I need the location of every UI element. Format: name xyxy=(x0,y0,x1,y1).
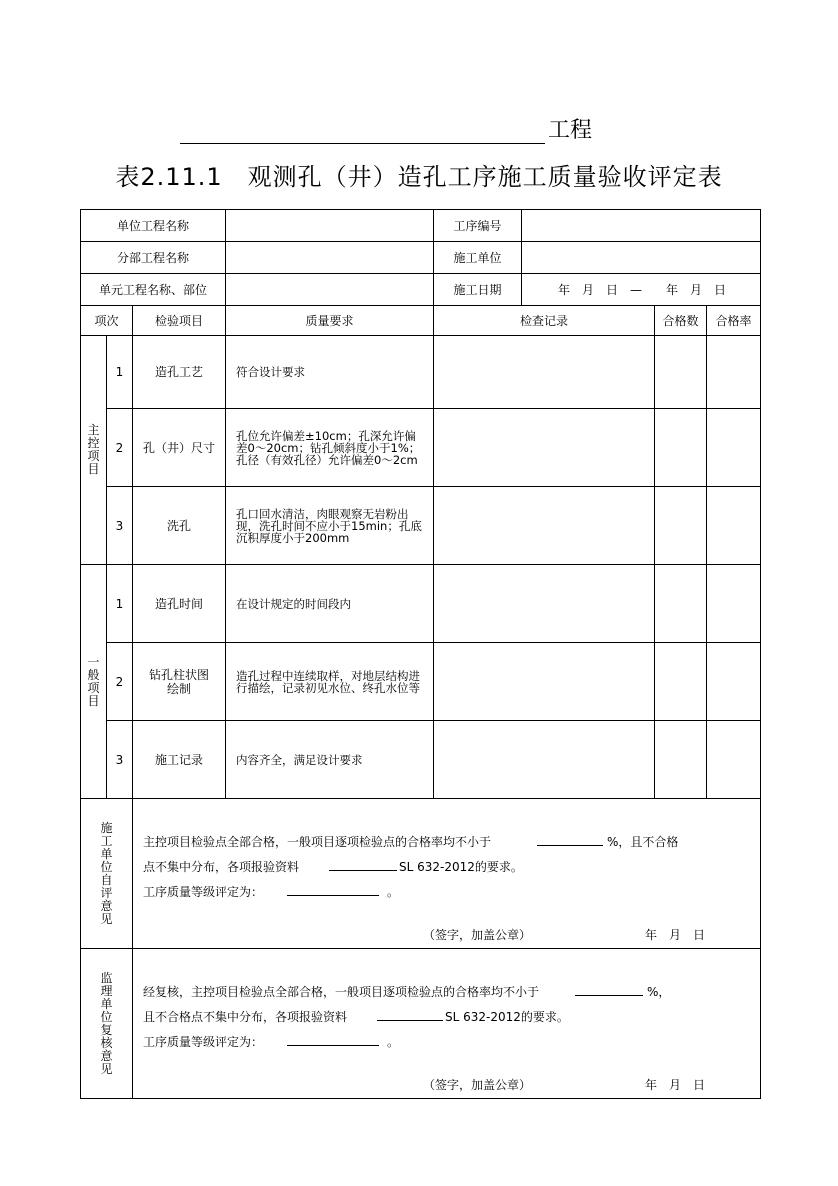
pass-count-cell[interactable] xyxy=(655,643,707,721)
sign-date[interactable]: 年 月 日 xyxy=(645,928,706,942)
project-suffix: 工程 xyxy=(548,118,593,143)
pass-rate-cell[interactable] xyxy=(707,409,761,487)
supervisor-opinion-content xyxy=(133,949,761,1099)
pass-count-cell[interactable] xyxy=(655,487,707,565)
unit-project-label: 单位工程名称 xyxy=(81,210,226,242)
pass-rate-cell[interactable] xyxy=(707,721,761,799)
check-record-cell[interactable] xyxy=(434,643,655,721)
procedure-no-label: 工序编号 xyxy=(434,210,522,242)
construction-date-label: 施工日期 xyxy=(434,274,522,306)
check-item: 孔（井）尺寸 xyxy=(133,409,226,487)
quality-requirement: 内容齐全，满足设计要求 xyxy=(226,721,434,799)
table-row xyxy=(81,336,761,409)
pass-rate-cell[interactable] xyxy=(707,565,761,643)
table-row xyxy=(81,643,761,721)
contractor-opinion-content xyxy=(133,799,761,949)
pass-count-cell[interactable] xyxy=(655,721,707,799)
sub-project-label: 分部工程名称 xyxy=(81,242,226,274)
check-item: 造孔时间 xyxy=(133,565,226,643)
contractor-opinion-label: 施 工 单 位 自 评 意 见 xyxy=(81,799,133,949)
compliance-blank[interactable] xyxy=(329,858,397,871)
table-row xyxy=(81,487,761,565)
row-no: 3 xyxy=(107,487,133,565)
sign-date[interactable]: 年 月 日 xyxy=(645,1078,706,1092)
col-quality-req: 质量要求 xyxy=(226,306,434,336)
unit-project-value[interactable] xyxy=(226,210,434,242)
table-row xyxy=(81,409,761,487)
pass-count-cell[interactable] xyxy=(655,336,707,409)
compliance-blank[interactable] xyxy=(377,1008,443,1021)
check-item: 施工记录 xyxy=(133,721,226,799)
general-items-label: 一 般 项 目 xyxy=(81,565,107,799)
row-no: 2 xyxy=(107,409,133,487)
opinion-line-3: 工序质量等级评定为： 。 xyxy=(143,1035,400,1049)
element-project-label: 单元工程名称、部位 xyxy=(81,274,226,306)
col-check-record: 检查记录 xyxy=(434,306,655,336)
check-item: 洗孔 xyxy=(133,487,226,565)
sign-note: （签字，加盖公章） xyxy=(423,1078,532,1092)
grade-blank[interactable] xyxy=(287,1033,379,1046)
table-row xyxy=(81,721,761,799)
check-record-cell[interactable] xyxy=(434,565,655,643)
evaluation-table xyxy=(80,209,761,1099)
check-item: 钻孔柱状图绘制 xyxy=(133,643,226,721)
pass-rate-cell[interactable] xyxy=(707,643,761,721)
row-no: 1 xyxy=(107,336,133,409)
pass-count-cell[interactable] xyxy=(655,409,707,487)
table-row xyxy=(81,565,761,643)
col-pass-rate: 合格率 xyxy=(707,306,761,336)
opinion-line-2: 点不集中分布，各项报验资料 SL 632-2012的要求。 xyxy=(143,860,523,874)
pass-rate-blank[interactable] xyxy=(537,833,603,846)
sign-note: （签字，加盖公章） xyxy=(423,928,532,942)
project-name-blank[interactable] xyxy=(180,143,545,144)
row-no: 2 xyxy=(107,643,133,721)
contractor-label: 施工单位 xyxy=(434,242,522,274)
opinion-line-3: 工序质量等级评定为： 。 xyxy=(143,885,400,899)
supervisor-opinion-label: 监 理 单 位 复 核 意 见 xyxy=(81,949,133,1099)
pass-count-cell[interactable] xyxy=(655,565,707,643)
opinion-line-2: 且不合格点不集中分布，各项报验资料 SL 632-2012的要求。 xyxy=(143,1010,569,1024)
pass-rate-blank[interactable] xyxy=(575,983,643,996)
quality-requirement: 孔位允许偏差±10cm；孔深允许偏差0～20cm；钻孔倾斜度小于1%；孔径（有效孔径）允许偏差0～2cm xyxy=(226,409,434,487)
check-record-cell[interactable] xyxy=(434,409,655,487)
check-item: 造孔工艺 xyxy=(133,336,226,409)
main-items-label: 主 控 项 目 xyxy=(81,336,107,565)
quality-requirement: 孔口回水清洁，肉眼观察无岩粉出现，洗孔时间不应小于15min；孔底沉积厚度小于200mm xyxy=(226,487,434,565)
element-project-value[interactable] xyxy=(226,274,434,306)
procedure-no-value[interactable] xyxy=(522,210,761,242)
check-record-cell[interactable] xyxy=(434,487,655,565)
sub-project-value[interactable] xyxy=(226,242,434,274)
page-title: 表2.11.1 观测孔（井）造孔工序施工质量验收评定表 xyxy=(115,163,723,191)
grade-blank[interactable] xyxy=(287,883,379,896)
row-no: 3 xyxy=(107,721,133,799)
quality-requirement: 符合设计要求 xyxy=(226,336,434,409)
col-item-no: 项次 xyxy=(81,306,133,336)
opinion-line-1: 经复核，主控项目检验点全部合格，一般项目逐项检验点的合格率均不小于 %， xyxy=(143,985,671,999)
quality-requirement: 造孔过程中连续取样，对地层结构进行描绘，记录初见水位、终孔水位等 xyxy=(226,643,434,721)
contractor-value[interactable] xyxy=(522,242,761,274)
pass-rate-cell[interactable] xyxy=(707,336,761,409)
row-no: 1 xyxy=(107,565,133,643)
check-record-cell[interactable] xyxy=(434,721,655,799)
col-check-item: 检验项目 xyxy=(133,306,226,336)
opinion-line-1: 主控项目检验点全部合格，一般项目逐项检验点的合格率均不小于 %，且不合格 xyxy=(143,835,679,849)
quality-requirement: 在设计规定的时间段内 xyxy=(226,565,434,643)
col-pass-count: 合格数 xyxy=(655,306,707,336)
check-record-cell[interactable] xyxy=(434,336,655,409)
construction-date-range[interactable]: 年 月 日 — 年 月 日 xyxy=(522,274,761,306)
pass-rate-cell[interactable] xyxy=(707,487,761,565)
